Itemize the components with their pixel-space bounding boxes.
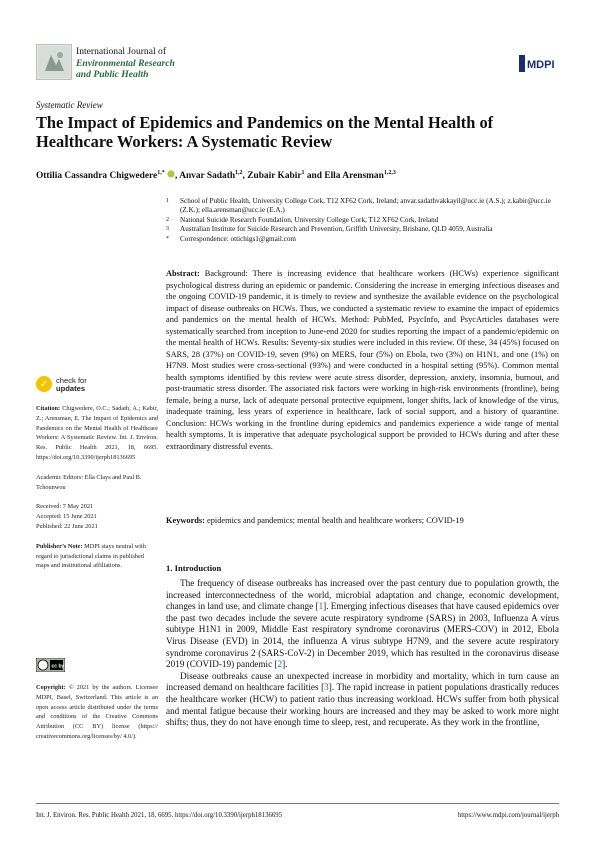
publisher-note [36, 542, 158, 571]
copyright-label: Copyright: [36, 684, 66, 691]
affiliation-number: 1 [166, 198, 169, 204]
author-name[interactable]: Ottilia Cassandra Chigwedere [36, 171, 158, 182]
abstract-label: Abstract: [166, 269, 200, 278]
accepted-date: Accepted: 15 June 2021 [36, 513, 97, 521]
paragraph-text: ]. [282, 659, 288, 670]
citation [36, 404, 158, 463]
sidebar-info [36, 404, 158, 571]
publisher-note-text: MDPI stays neutral with regard to jurisdictional claims in published maps and institutional affiliations. [36, 542, 146, 570]
article-type: Systematic Review [36, 100, 103, 110]
check-for-updates-line2: updates [56, 384, 86, 394]
mdpi-logo-text: MDPI [527, 59, 555, 71]
citation-label: Citation: [36, 405, 61, 412]
reference-link[interactable]: 3 [324, 682, 329, 693]
check-for-updates-icon[interactable]: ✓ [36, 376, 52, 392]
affiliation-number: * [166, 235, 169, 242]
correspondence-text: Correspondence: ottichigs1@gmail.com [180, 234, 297, 243]
copyright [36, 683, 158, 742]
body-text [166, 578, 559, 729]
affiliation-text: Australian Institute for Suicide Research and Prevention, Griffith University, Brisbane, QLD 4059, Australia [180, 225, 493, 234]
author-name[interactable]: Anvar Sadath [179, 171, 236, 182]
citation-text: Chigwedere, O.C.; Sadath, A.; Kabir, Z.; Arensman, E. The Impact of Epidemics and Pandemics on the Mental Health of Healthcare Workers: A Systematic Review. Int. J. Environ. Res. Public Health 2021, 18, 6695. https://doi.org/10.3390/ijerph18136695 [36, 405, 158, 461]
section-heading: 1. Introduction [166, 563, 222, 573]
article-title: The Impact of Epidemics and Pandemics on the Mental Health of Healthcare Workers: A Systematic Review [36, 113, 494, 151]
author-separator: , [242, 171, 248, 182]
orcid-icon[interactable] [167, 170, 175, 178]
paragraph-text: ]. Emerging infectious diseases that have caused epidemics over the past two decades include the severe acute respiratory syndrome (SARS) in 2003, Influenza A virus subtype H1N1 in 2009, Middle East respiratory syndrome coronavirus (MERS-COV) in 2012, Ebola Virus Disease (EVD) in 2014, the influenza A virus subtype H7N9, and the severe acute respiratory syndrome coronavirus 2 (SARS-CoV-2) in December 2019, which has resulted in the coronavirus disease 2019 (COVID-19) pandemic [ [166, 601, 559, 670]
affiliation-row [166, 225, 568, 234]
cc-logo-text: cc by [51, 663, 65, 670]
published-date: Published: 22 June 2021 [36, 522, 98, 530]
publisher-note-label: Publisher’s Note: [36, 542, 83, 550]
author-separator: and [304, 171, 325, 182]
affiliation-number: 2 [166, 216, 169, 223]
affiliation-row [166, 197, 568, 216]
cc-by-license-icon[interactable] [36, 658, 65, 672]
reference-link[interactable]: 2 [277, 659, 283, 670]
copyright-text: © 2021 by the authors. Licensee MDPI, Basel, Switzerland. This article is an open access article distributed under the terms and conditions of the Creative Commons Attribution (CC BY) license (https:// creativecommons.org/licenses/by/ 4.0/). [36, 684, 159, 740]
journal-name-part-b: and Public Health [76, 69, 149, 80]
paragraph [166, 578, 559, 671]
reference-link[interactable]: 1 [318, 601, 324, 612]
affiliation-text: National Suicide Research Foundation, University College Cork, T12 XF62 Cork, Ireland [180, 215, 439, 224]
journal-name-line1: International Journal of [76, 46, 167, 57]
abstract [166, 268, 559, 452]
keywords-text: epidemics and pandemics; mental health and healthcare workers; COVID-19 [207, 516, 464, 525]
footer-citation: Int. J. Environ. Res. Public Health 2021, 18, 6695. https://doi.org/10.3390/ijerph18136695 [36, 812, 283, 819]
keywords-label: Keywords: [166, 516, 205, 525]
check-for-updates-line1: check for [56, 376, 87, 385]
footer-journal-link[interactable]: https://www.mdpi.com/journal/ijerph [457, 812, 559, 819]
author-affiliation-mark: 1,2 [235, 170, 243, 176]
author-affiliation-mark: 1 [301, 170, 305, 176]
author-affiliation-mark: 1,* [157, 170, 165, 176]
journal-logo-icon [37, 45, 71, 79]
keywords [166, 515, 559, 526]
paragraph-text: ]. The rapid increase in patient populations drastically reduces the healthcare worker (HCW) to patient ratio thus increasing workload. HCWs suffer from both physical and mental fatigue because their working hours are increased and they may be asked to work more night shifts; thus, they do not have enough time to sleep, rest, and recuperate. As they work in the frontline, [166, 682, 559, 728]
affiliation-row [166, 235, 568, 244]
academic-editors: Academic Editors: Ella Clays and Paul B. Tchounwou [36, 473, 142, 491]
paragraph-text: Disease outbreaks cause an unexpected increase in morbidity and mortality, which in turn cause an increased demand on healthcare facilities [ [166, 670, 559, 693]
affiliation-text: School of Public Health, University College Cork, T12 XF62 Cork, Ireland; anvar.sadathvakkayil@ucc.ie (A.S.); z.kabir@ucc.ie (Z.K.); ella.arensman@ucc.ie (E.A.) [180, 197, 551, 215]
author-separator: , [175, 171, 180, 182]
received-date: Received: 7 May 2021 [36, 503, 94, 511]
paragraph-text: The frequency of disease outbreaks has increased over the past century due to population growth, the increased interconnectedness of the world, microbial adaptation and change, economic development, changes in land use, and climate change [ [166, 578, 559, 612]
journal-name-part-a: Environmental Research [76, 58, 175, 69]
affiliation-row [166, 216, 568, 225]
author-affiliation-mark: 1,2,3 [383, 170, 396, 176]
check-for-updates-button[interactable] [56, 377, 87, 394]
journal-logo [36, 44, 72, 80]
affiliation-number: 3 [166, 226, 169, 233]
author-list [36, 170, 576, 181]
footer-divider [36, 803, 559, 804]
mdpi-logo-icon [517, 53, 558, 74]
abstract-text: Background: There is increasing evidence that healthcare workers (HCWs) experience significant psychological distress during an epidemic or pandemic. Considering the increase in emerging infectious diseases and the ongoing COVID-19 pandemic, it is timely to review and synthesize the available evidence on the psychological impact of disease outbreaks on HCWs. Thus, we conducted a systematic review to examine the impact of epidemics and pandemics on the mental health of HCWs. Method: PubMed, PsycInfo, and PsycArticles databases were systematically searched from inception to June-end 2020 for studies reporting the impact of a pandemic/epidemic on the mental health of HCWs. Results: Seventy-six studies were included in this review. Of these, 34 (45%) focused on SARS, 28 (37%) on COVID-19, seven (9%) on MERS, four (5%) on Ebola, two (3%) on H1N1, and one (1%) on H7N9. Most studies were cross-sectional (93%) and were conducted in a hospital setting (95%). Common mental health symptoms identified by this review were acute stress disorder, depression, anxiety, insomnia, burnout, and post-traumatic stress disorder. The associated risk factors were working in high-risk environments (frontline), being female, being a nurse, lack of adequate personal protective equipment, longer shifts, lack of knowledge of the virus, inadequate training, less years of experience in healthcare, lack of social support, and a history of quarantine. Conclusion: HCWs working in the frontline during epidemics and pandemics experience a wide range of mental health symptoms. It is imperative that adequate psychological support be provided to HCWs during and after these extraordinary distressful events. [166, 269, 560, 451]
journal-name-line2 [76, 58, 175, 80]
author-name[interactable]: Ella Arensman [324, 171, 384, 182]
paragraph [166, 671, 559, 729]
author-name[interactable]: Zubair Kabir [247, 171, 302, 182]
affiliations [166, 197, 568, 244]
